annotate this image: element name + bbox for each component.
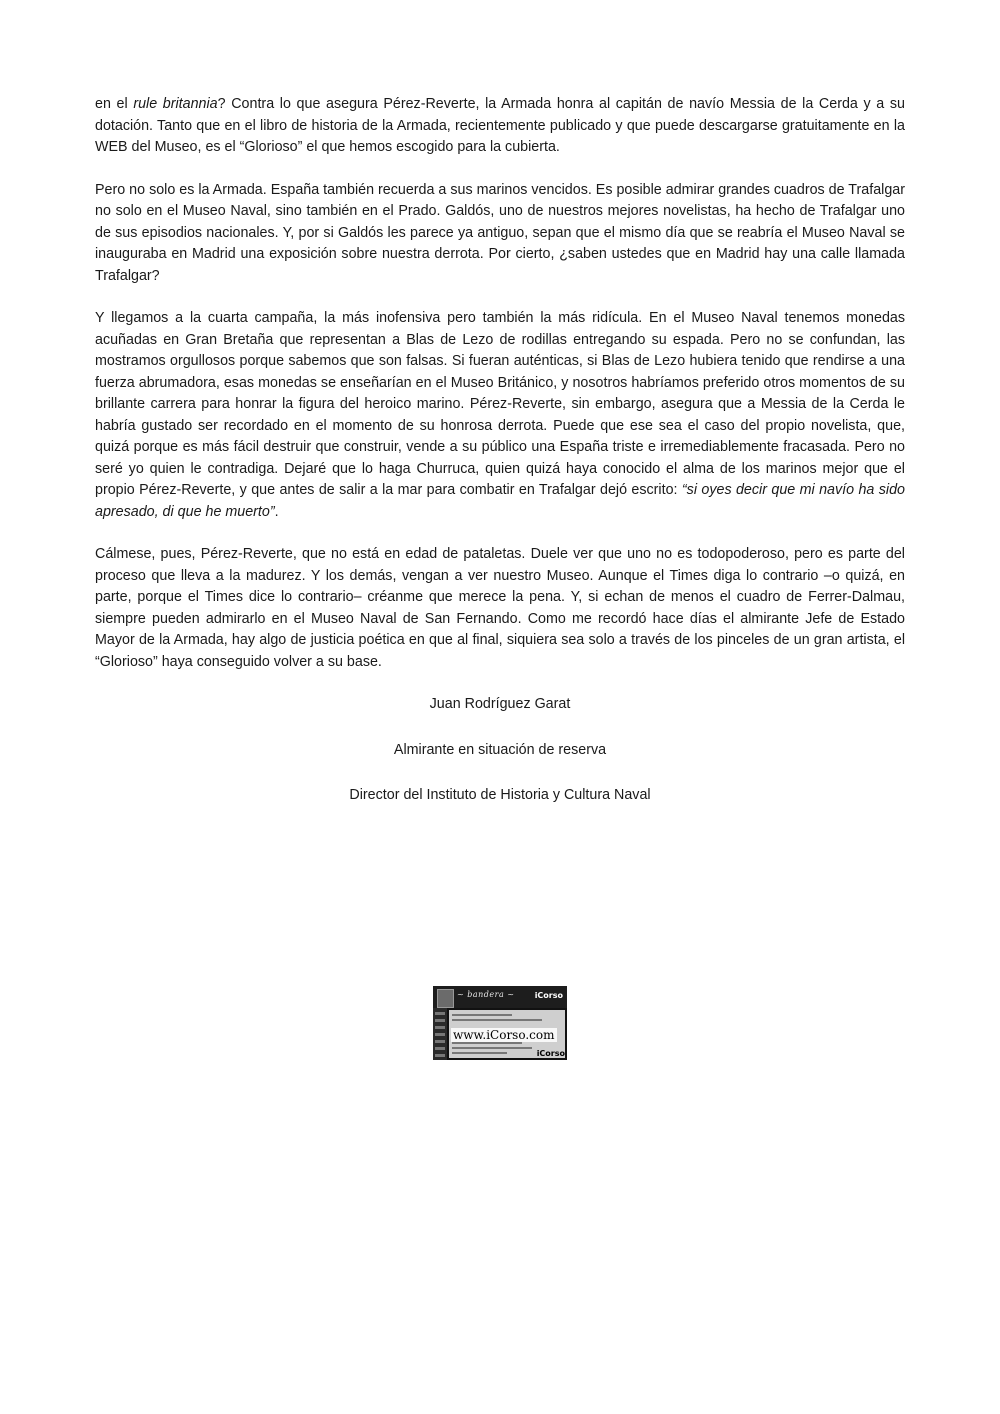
logo-thumbnail	[437, 989, 454, 1008]
logo-brand-mark: iCorso	[534, 991, 563, 1000]
author-rank: Almirante en situación de reserva	[393, 741, 607, 758]
paragraph-text: Y llegamos a la cuarta campaña, la más inofensiva pero también la más ridícula. En el Museo Naval tenemos monedas acuñadas en Gran Bretaña que representan a Blas de Lezo de rodillas entregando su espada. Pero no se confundan, las mostramos orgullosos porque sabemos que son falsas. Si fueran auténticas, si Blas de Lezo hubiera tenido que rendirse a una fuerza abrumadora, esas monedas se enseñarían en el Museo Británico, y nosotros habríamos preferido otros momentos de su brillante carrera para honrar la figura del heroico marino. Pérez-Reverte, sin embargo, asegura que a Messia de la Cerda le habría gustado ser recordado en el momento de su honrosa derrota. Puede que ese sea el caso del propio novelista, que, quizá porque es más fácil destruir que construir, vende a su público una España triste e irremediablemente fracasada. Pero no seré yo quien le contradiga. Dejaré que lo haga Churruca, quien quizá haya conocido el alma de los marinos mejor que el propio Pérez-Reverte, y que antes de salir a la mar para combatir en Trafalgar dejó escrito:	[95, 310, 905, 498]
paragraph	[95, 544, 905, 673]
article-text	[95, 94, 905, 673]
paragraph-text: .	[274, 503, 279, 520]
document-body	[95, 94, 905, 831]
paragraph	[95, 94, 905, 159]
paragraph-text: ? Contra lo que asegura Pérez-Reverte, la Armada honra al capitán de navío Messia de la Cerda y a su dotación. Tanto que en el libro de historia de la Armada, recientemente publicado y que puede descargarse gratuitamente en la WEB del Museo, es el “Glorioso” el que hemos escogido para la cubierta.	[95, 96, 905, 155]
paragraph-text: en el	[95, 96, 134, 112]
logo-banner-text: ~ bandera ~	[457, 990, 515, 999]
paragraph-text: Pero no solo es la Armada. España también recuerda a sus marinos vencidos. Es posible admirar grandes cuadros de Trafalgar no solo en el Museo Naval, sino también en el Prado. Galdós, uno de nuestros mejores novelistas, ha hecho de Trafalgar uno de sus episodios nacionales. Y, por si Galdós les parece ya antiguo, sepan que el mismo día que se reabría el Museo Naval se inauguraba en Madrid una exposición sobre nuestra derrota. Por cierto, ¿saben ustedes que en Madrid hay una calle llamada Trafalgar?	[95, 181, 905, 284]
paragraph-text: Cálmese, pues, Pérez-Reverte, que no está en edad de pataletas. Duele ver que uno no es todopoderoso, pero es parte del proceso que lleva a la madurez. Y los demás, vengan a ver nuestro Museo. Aunque el Times diga lo contrario –o quizá, en parte, porque el Times dice lo contrario– créanme que merece la pena. Y, si echan de menos el cuadro de Ferrer-Dalmau, siempre pueden admirarlo en el Museo Naval de San Fernando. Como me recordó hace días el almirante Jefe de Estado Mayor de la Armada, hay algo de justicia poética en que al final, siquiera sea solo a través de los pinceles de un gran artista, el “Glorioso” haya conseguido volver a su base.	[95, 546, 905, 670]
paragraph	[95, 180, 905, 288]
logo-corner-brand: iCorso	[536, 1049, 565, 1058]
logo-header-band	[433, 986, 567, 1008]
italic-text: “si oyes decir que mi navío ha sido apresado, di que he muerto”	[95, 482, 906, 520]
signature-block	[95, 694, 905, 807]
italic-text: rule britannia	[133, 96, 218, 112]
logo-url-text: www.iCorso.com	[453, 1028, 555, 1042]
paragraph	[95, 308, 905, 523]
logo-side-menu	[433, 1008, 447, 1060]
author-name: Juan Rodríguez Garat	[429, 696, 571, 712]
author-position: Director del Instituto de Historia y Cultura Naval	[349, 787, 651, 803]
icorso-logo-image	[433, 986, 567, 1060]
